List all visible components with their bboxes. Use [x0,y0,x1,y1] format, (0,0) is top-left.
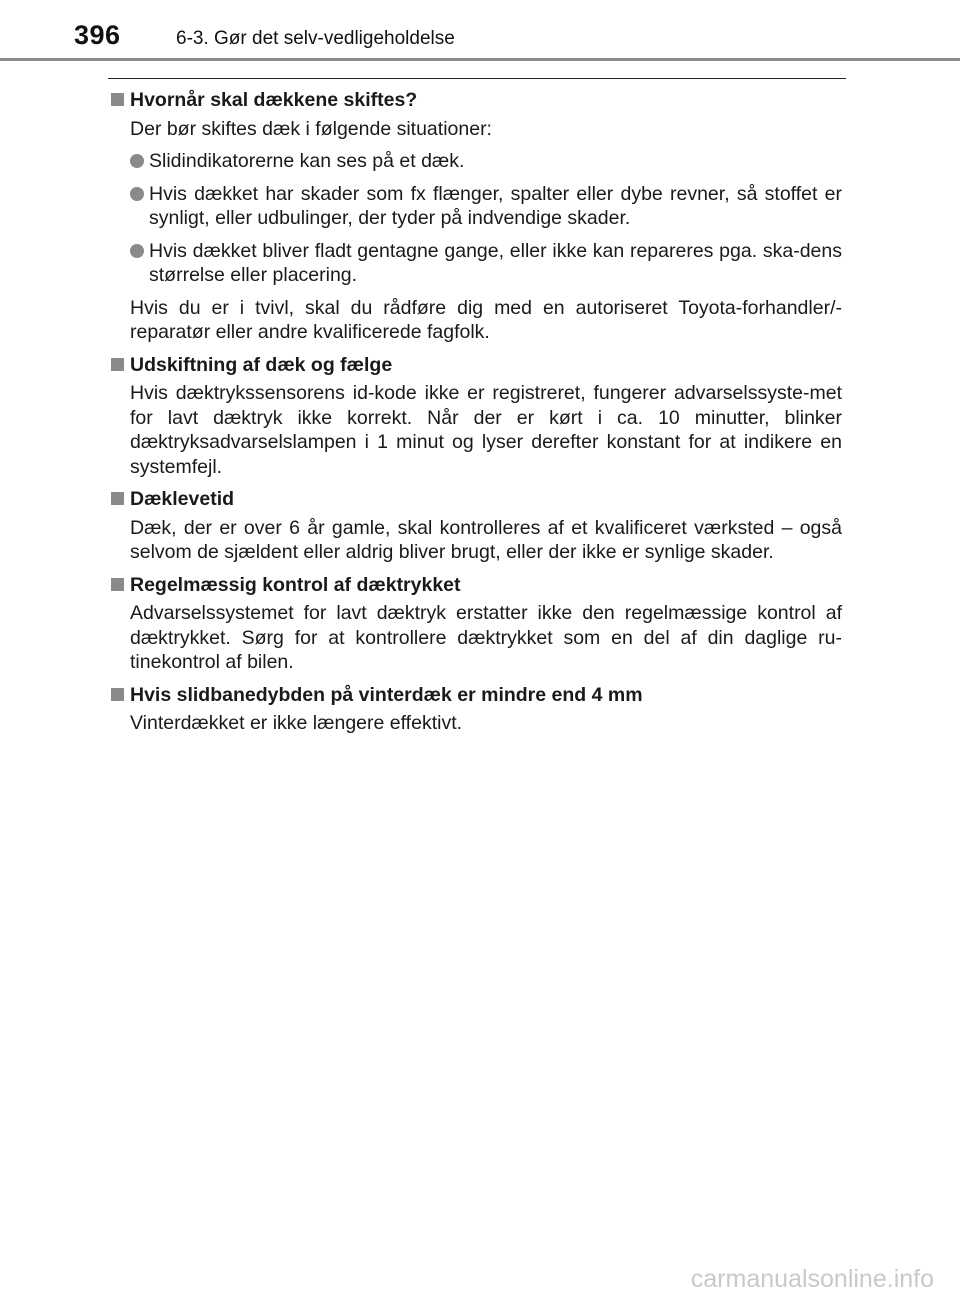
heading-text: Dæklevetid [130,488,235,510]
section-intro: Der bør skiftes dæk i følgende situationer: [130,117,492,140]
section-heading [110,353,842,378]
circle-bullet-icon [130,187,144,201]
section-heading [110,88,842,113]
circle-bullet-icon [130,154,144,168]
square-bullet-icon [111,93,124,106]
square-bullet-icon [111,492,124,505]
page-content [110,88,842,744]
circle-bullet-icon [130,244,144,258]
heading-text: Udskiftning af dæk og fælge [130,353,393,376]
page-number: 396 [74,20,121,50]
heading-text: Hvis slidbanedybden på vinterdæk er mindre end 4 mm [130,683,643,706]
section-heading [110,573,842,598]
bullet-text: Hvis dækket bliver fladt gentagne gange, eller ikke kan repareres pga. ska-dens størrelse eller placering. [149,239,842,286]
content-divider [108,78,846,79]
square-bullet-icon [111,358,124,371]
bullet-item [130,149,842,174]
section-tire-replacement [110,88,842,345]
heading-text: Hvornår skal dækkene skiftes? [130,89,418,111]
bullet-item [130,182,842,231]
section-body: Dæk, der er over 6 år gamle, skal kontrolleres af et kvalificeret værksted – også selvom de sjældent eller aldrig bliver brugt, eller der ikke er synlige skader. [130,516,842,563]
section-body: Vinterdækket er ikke længere effektivt. [130,712,463,734]
section-body: Hvis dæktrykssensorens id-kode ikke er registreret, fungerer advarselssyste-met for lavt dæktryk ikke korrekt. Når der er kørt i ca. 10 minutter, blinker dæktryksadvarselslampen i 1 minut og lyser derefter konstant for at indikere en systemfejl. [130,382,842,478]
section-tire-wheel-change [110,353,842,480]
bullet-text: Hvis dækket har skader som fx flænger, spalter eller dybe revner, så stoffet er synligt, eller udbulinger, der tyder på indvendige skader. [149,182,842,229]
section-pressure-check [110,573,842,675]
section-outro: Hvis du er i tvivl, skal du rådføre dig med en autoriseret Toyota-forhandler/-reparatør eller andre kvalificerede fagfolk. [130,296,842,343]
section-body: Advarselssystemet for lavt dæktryk erstatter ikke den regelmæssige kontrol af dæktrykket. Sørg for at kontrollere dæktrykket som en del af din daglige ru-tinekontrol af bilen. [130,602,842,673]
section-tire-lifetime [110,487,842,565]
page-header [0,0,960,62]
watermark: carmanualsonline.info [690,1265,934,1293]
bullet-item [130,239,842,288]
bullet-text: Slidindikatorerne kan ses på et dæk. [149,150,465,172]
heading-text: Regelmæssig kontrol af dæktrykket [130,573,461,596]
section-heading [110,487,842,512]
square-bullet-icon [111,578,124,591]
section-winter-tread [110,683,842,736]
chapter-title: 6-3. Gør det selv-vedligeholdelse [176,28,455,49]
section-heading [110,683,842,708]
header-divider [0,58,960,61]
square-bullet-icon [111,688,124,701]
